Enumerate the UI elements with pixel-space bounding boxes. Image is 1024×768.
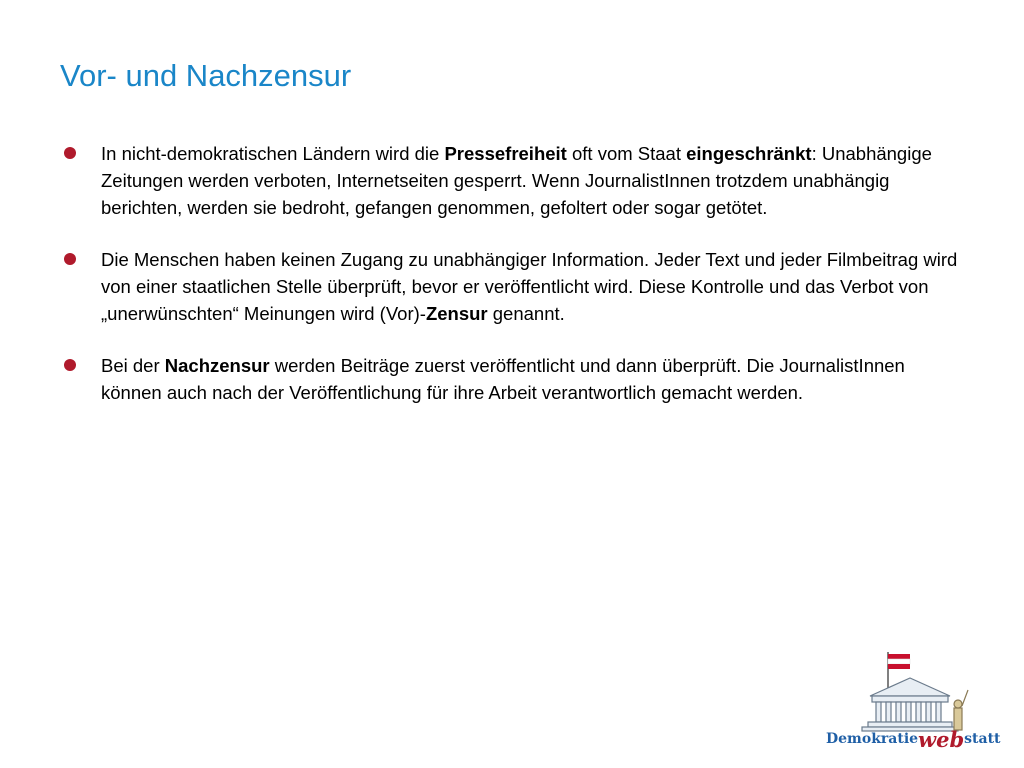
bullet-item — [64, 352, 964, 406]
bullet-list — [64, 140, 964, 431]
flag-stripe-top — [888, 654, 910, 659]
bullet-item — [64, 140, 964, 221]
statue-icon — [954, 690, 968, 730]
logo-wordmark: Demokratiewebstatt — [826, 727, 1001, 752]
bullet-text: Die Menschen haben keinen Zugang zu unabhängiger Information. Jeder Text und jeder Filmbeitrag wird von einer staatlichen Stelle überprüft, bevor er veröffentlicht wird. Diese Kontrolle und das Verbot von „unerwünschten“ Meinungen wird (Vor)-Zensur genannt. — [101, 249, 958, 324]
bullet-item — [64, 246, 964, 327]
flag-stripe-middle — [888, 659, 910, 664]
bullet-dot-icon — [64, 147, 76, 159]
parliament-icon — [862, 678, 958, 731]
bold-term-pressefreiheit: Pressefreiheit — [444, 143, 567, 164]
bold-term-eingeschraenkt: eingeschränkt — [686, 143, 812, 164]
bullet-text: Bei der Nachzensur werden Beiträge zuerst veröffentlicht und dann überprüft. Die JournalistInnen können auch nach der Veröffentlichung für ihre Arbeit verantwortlich gemacht werden. — [101, 355, 905, 403]
bullet-dot-icon — [64, 359, 76, 371]
bold-term-zensur: Zensur — [425, 303, 488, 324]
bullet-text: In nicht-demokratischen Ländern wird die Pressefreiheit oft vom Staat eingeschränkt: Unabhängige Zeitungen werden verboten, Internetseiten gesperrt. Wenn JournalistInnen trotzdem unabhängig berichten, werden sie bedroht, gefangen genommen, gefoltert oder sogar getötet. — [101, 143, 932, 218]
bullet-dot-icon — [64, 253, 76, 265]
slide-title: Vor- und Nachzensur — [60, 58, 352, 93]
bold-term-nachzensur: Nachzensur — [164, 355, 270, 376]
flag-stripe-bottom — [888, 664, 910, 669]
